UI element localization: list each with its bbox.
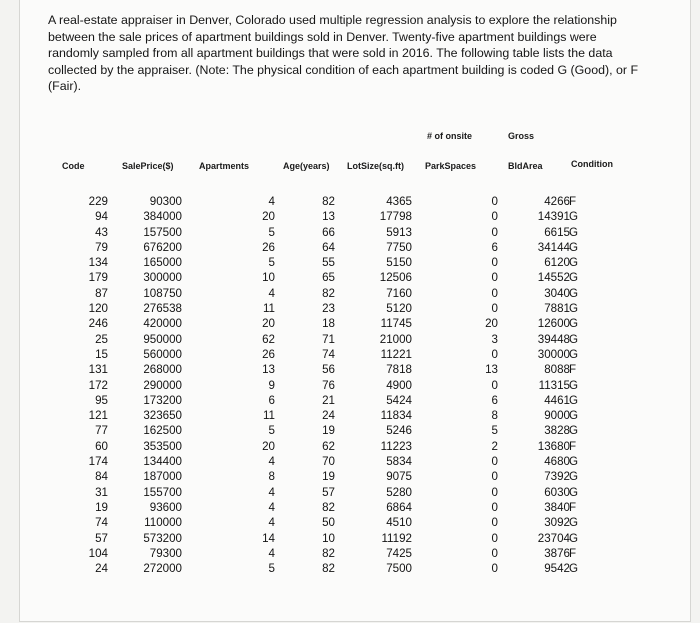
table-cell: 0 xyxy=(491,302,498,316)
table-cell: G xyxy=(569,424,579,438)
table-cell: 6864 xyxy=(386,500,412,514)
table-cell: 87 xyxy=(95,286,108,300)
table-cell: G xyxy=(569,286,579,300)
header-code: Code xyxy=(62,161,85,171)
table-cell: 0 xyxy=(491,516,498,530)
table-cell: 5280 xyxy=(386,485,412,499)
table-cell: F xyxy=(569,363,577,377)
table-cell: 11 xyxy=(262,409,275,423)
header-sale-price: SalePrice($) xyxy=(122,161,174,171)
column-area xyxy=(530,194,570,576)
table-cell: 8 xyxy=(491,409,498,423)
table-cell: 110000 xyxy=(144,516,182,530)
table-cell: 20 xyxy=(485,317,498,331)
table-cell: 676200 xyxy=(143,240,182,254)
table-cell: G xyxy=(569,378,579,392)
table-cell: 13 xyxy=(262,363,275,377)
table-cell: 4510 xyxy=(386,516,412,530)
table-cell: 62 xyxy=(262,332,275,346)
header-lot-size: LotSize(sq.ft) xyxy=(347,161,404,171)
table-cell: 0 xyxy=(491,378,498,392)
table-cell: 0 xyxy=(491,286,498,300)
table-cell: 290000 xyxy=(143,378,182,392)
table-cell: 15 xyxy=(95,347,108,361)
table-cell: 23704 xyxy=(537,531,570,545)
table-cell: G xyxy=(569,470,579,484)
table-cell: 272000 xyxy=(143,562,182,576)
table-cell: 8 xyxy=(268,470,275,484)
table-cell: 71 xyxy=(322,332,335,346)
table-cell: G xyxy=(569,409,579,423)
header-parking-top: # of onsite xyxy=(427,131,473,141)
table-cell: 3840 xyxy=(544,500,570,514)
table-cell: 21 xyxy=(322,393,335,407)
table-cell: 25 xyxy=(95,332,108,346)
table-cell: 10 xyxy=(322,531,335,545)
table-cell: 26 xyxy=(262,347,275,361)
table-cell: 7160 xyxy=(386,286,412,300)
table-cell: 0 xyxy=(491,470,498,484)
table-cell: 0 xyxy=(491,195,498,208)
column-condition xyxy=(569,194,585,576)
column-age xyxy=(315,194,335,576)
table-cell: 6120 xyxy=(544,256,570,270)
table-cell: 0 xyxy=(491,225,498,239)
table-cell: 14 xyxy=(262,531,275,545)
table-cell: 5 xyxy=(491,424,498,438)
table-cell: 6 xyxy=(491,240,498,254)
table-cell: 0 xyxy=(491,256,498,270)
header-area: BldArea xyxy=(508,161,543,171)
table-cell: 12600 xyxy=(537,317,570,331)
table-cell: 0 xyxy=(491,485,498,499)
table-cell: 43 xyxy=(95,225,108,239)
table-cell: 9 xyxy=(268,378,275,392)
table-cell: 90300 xyxy=(149,195,182,208)
table-cell: 30000 xyxy=(537,347,570,361)
table-cell: 26 xyxy=(262,240,275,254)
table-cell: G xyxy=(569,210,579,224)
table-cell: G xyxy=(569,562,579,576)
table-cell: 276538 xyxy=(143,302,182,316)
table-cell: 172 xyxy=(88,378,108,392)
table-cell: 74 xyxy=(95,516,108,530)
table-cell: 7500 xyxy=(386,562,412,576)
table-cell: 4900 xyxy=(386,378,412,392)
table-cell: 74 xyxy=(322,347,335,361)
header-condition: Condition xyxy=(571,159,613,169)
table-cell: 4266 xyxy=(544,195,570,208)
header-apartments: Apartments xyxy=(199,161,250,171)
table-cell: 5 xyxy=(268,225,275,239)
table-cell: 108750 xyxy=(143,286,182,300)
table-cell: 55 xyxy=(322,256,335,270)
table-cell: 93600 xyxy=(149,500,182,514)
table-cell: 77 xyxy=(95,424,108,438)
table-cell: 300000 xyxy=(143,271,182,285)
table-cell: 50 xyxy=(322,516,335,530)
table-cell: 179 xyxy=(88,271,108,285)
header-area-top: Gross xyxy=(508,131,535,141)
table-cell: 420000 xyxy=(143,317,182,331)
header-age: Age(years) xyxy=(283,161,330,171)
table-cell: 187000 xyxy=(143,470,182,484)
table-cell: F xyxy=(569,546,577,560)
table-cell: 121 xyxy=(88,409,108,423)
table-cell: 57 xyxy=(322,485,335,499)
table-cell: 6 xyxy=(268,393,275,407)
table-cell: 4 xyxy=(268,500,275,514)
table-cell: F xyxy=(569,500,577,514)
table-cell: 0 xyxy=(491,546,498,560)
table-cell: 82 xyxy=(322,546,335,560)
table-cell: 64 xyxy=(322,240,335,254)
table-cell: 4 xyxy=(268,516,275,530)
table-cell: 174 xyxy=(88,455,108,469)
table-cell: 5120 xyxy=(386,302,412,316)
table-cell: 4 xyxy=(268,455,275,469)
table-cell: 19 xyxy=(322,424,335,438)
table-cell: 13 xyxy=(322,210,335,224)
column-sale-price xyxy=(132,194,182,576)
table-cell: 24 xyxy=(95,562,108,576)
table-cell: 6615 xyxy=(544,225,570,239)
table-cell: 6 xyxy=(491,393,498,407)
table-cell: G xyxy=(569,332,579,346)
table-cell: 5246 xyxy=(386,424,412,438)
table-cell: 11834 xyxy=(380,409,412,423)
table-cell: 9000 xyxy=(544,409,570,423)
table-cell: 155700 xyxy=(143,485,182,499)
table-cell: 82 xyxy=(322,562,335,576)
table-cell: 246 xyxy=(88,317,108,331)
header-parking: ParkSpaces xyxy=(425,161,477,171)
table-cell: 3040 xyxy=(544,286,570,300)
table-cell: G xyxy=(569,256,579,270)
table-cell: 5 xyxy=(268,562,275,576)
table-cell: 57 xyxy=(95,531,108,545)
table-cell: 573200 xyxy=(143,531,182,545)
table-cell: 229 xyxy=(88,195,108,208)
table-cell: 4 xyxy=(268,195,275,208)
table-cell: 4461 xyxy=(544,393,570,407)
table-cell: 13680 xyxy=(537,439,570,453)
table-cell: 165000 xyxy=(143,256,182,270)
table-cell: 131 xyxy=(88,363,108,377)
table-cell: 950000 xyxy=(143,332,182,346)
table-cell: 353500 xyxy=(143,439,182,453)
table-cell: 4 xyxy=(268,485,275,499)
table-cell: 84 xyxy=(95,470,108,484)
table-cell: 11315 xyxy=(538,378,570,392)
table-cell: 31 xyxy=(95,485,108,499)
table-cell: 12506 xyxy=(379,271,412,285)
table-cell: G xyxy=(569,485,579,499)
table-cell: 0 xyxy=(491,562,498,576)
table-cell: 3 xyxy=(491,332,498,346)
table-cell: G xyxy=(569,393,579,407)
table-cell: 5150 xyxy=(386,256,412,270)
table-cell: 34144 xyxy=(537,240,570,254)
table-cell: G xyxy=(569,531,579,545)
table-cell: G xyxy=(569,516,579,530)
table-cell: 5424 xyxy=(386,393,412,407)
table-cell: 5 xyxy=(268,424,275,438)
table-cell: 79300 xyxy=(149,546,182,560)
table-cell: F xyxy=(569,195,577,208)
table-cell: 94 xyxy=(95,210,108,224)
table-cell: 11 xyxy=(262,302,275,316)
table-cell: 0 xyxy=(491,455,498,469)
table-cell: 66 xyxy=(322,225,335,239)
table-cell: 3876 xyxy=(544,546,570,560)
table-cell: 323650 xyxy=(143,409,182,423)
table-cell: 4 xyxy=(268,286,275,300)
table-cell: 14552 xyxy=(537,271,570,285)
table-cell: 11223 xyxy=(380,439,412,453)
table-cell: 20 xyxy=(262,439,275,453)
table-cell: 82 xyxy=(322,195,335,208)
table-cell: 5913 xyxy=(386,225,412,239)
table-cell: 0 xyxy=(491,271,498,285)
table-cell: 384000 xyxy=(143,210,182,224)
table-cell: 120 xyxy=(88,302,108,316)
column-code xyxy=(74,194,108,576)
table-cell: 3092 xyxy=(544,516,570,530)
table-cell: 95 xyxy=(95,393,108,407)
column-apartments xyxy=(245,194,275,576)
table-cell: 17798 xyxy=(379,210,412,224)
table-cell: 7750 xyxy=(386,240,412,254)
table-cell: 11192 xyxy=(381,531,412,545)
table-cell: 9075 xyxy=(386,470,412,484)
column-lot-size xyxy=(366,194,412,576)
table-cell: G xyxy=(569,302,579,316)
table-cell: 2 xyxy=(491,439,498,453)
table-cell: 14391 xyxy=(537,210,570,224)
table-cell: 7425 xyxy=(386,546,412,560)
table-cell: 0 xyxy=(491,347,498,361)
table-cell: 104 xyxy=(88,546,108,560)
table-cell: 21000 xyxy=(379,332,412,346)
table-cell: 5 xyxy=(268,256,275,270)
table-cell: G xyxy=(569,347,579,361)
table-cell: G xyxy=(569,317,579,331)
table-cell: 4365 xyxy=(386,195,412,208)
table-cell: 157500 xyxy=(143,225,182,239)
table-cell: 11745 xyxy=(380,317,412,331)
table-cell: 8088 xyxy=(544,363,570,377)
table-cell: 5834 xyxy=(386,455,412,469)
table-cell: 7392 xyxy=(544,470,570,484)
table-cell: 560000 xyxy=(143,347,182,361)
table-cell: 134 xyxy=(88,256,108,270)
table-cell: G xyxy=(569,271,579,285)
table-cell: 6030 xyxy=(544,485,570,499)
table-cell: 20 xyxy=(262,317,275,331)
table-cell: 23 xyxy=(322,302,335,316)
table-cell: 79 xyxy=(95,240,108,254)
table-cell: 19 xyxy=(322,470,335,484)
table-cell: 13 xyxy=(485,363,498,377)
table-cell: 18 xyxy=(322,317,335,331)
table-cell: 3828 xyxy=(544,424,570,438)
table-cell: F xyxy=(569,439,577,453)
table-cell: 162500 xyxy=(143,424,182,438)
table-cell: 76 xyxy=(322,378,335,392)
table-cell: 7818 xyxy=(386,363,412,377)
table-cell: 7881 xyxy=(544,302,570,316)
table-cell: 65 xyxy=(322,271,335,285)
table-cell: 19 xyxy=(95,500,108,514)
table-cell: 0 xyxy=(491,500,498,514)
table-cell: 82 xyxy=(322,500,335,514)
table-cell: 62 xyxy=(322,439,335,453)
problem-statement: A real-estate appraiser in Denver, Colorado used multiple regression analysis to explore the relationship between the sale prices of apartment buildings sold in Denver. Twenty-five apartment buildings were randomly sampled from all apartment buildings that were sold in 2016. The following table lists the data collected by the appraiser. (Note: The physical condition of each apartment building is coded G (Good), or F (Fair). xyxy=(48,13,639,93)
table-cell: 134400 xyxy=(143,455,182,469)
table-cell: 0 xyxy=(491,210,498,224)
table-cell: 60 xyxy=(95,439,108,453)
table-cell: 4 xyxy=(268,546,275,560)
table-cell: 10 xyxy=(262,271,275,285)
table-cell: G xyxy=(569,240,579,254)
table-cell: 56 xyxy=(322,363,335,377)
table-cell: 24 xyxy=(322,409,335,423)
table-cell: 20 xyxy=(262,210,275,224)
table-cell: 4680 xyxy=(544,455,570,469)
table-cell: G xyxy=(569,455,579,469)
table-cell: 268000 xyxy=(143,363,182,377)
table-cell: G xyxy=(569,225,579,239)
table-cell: 70 xyxy=(322,455,335,469)
table-cell: 173200 xyxy=(143,393,182,407)
table-cell: 82 xyxy=(322,286,335,300)
column-parking xyxy=(478,194,498,576)
table-cell: 0 xyxy=(491,531,498,545)
table-cell: 11221 xyxy=(380,347,412,361)
table-cell: 39448 xyxy=(537,332,570,346)
table-cell: 9542 xyxy=(544,562,570,576)
